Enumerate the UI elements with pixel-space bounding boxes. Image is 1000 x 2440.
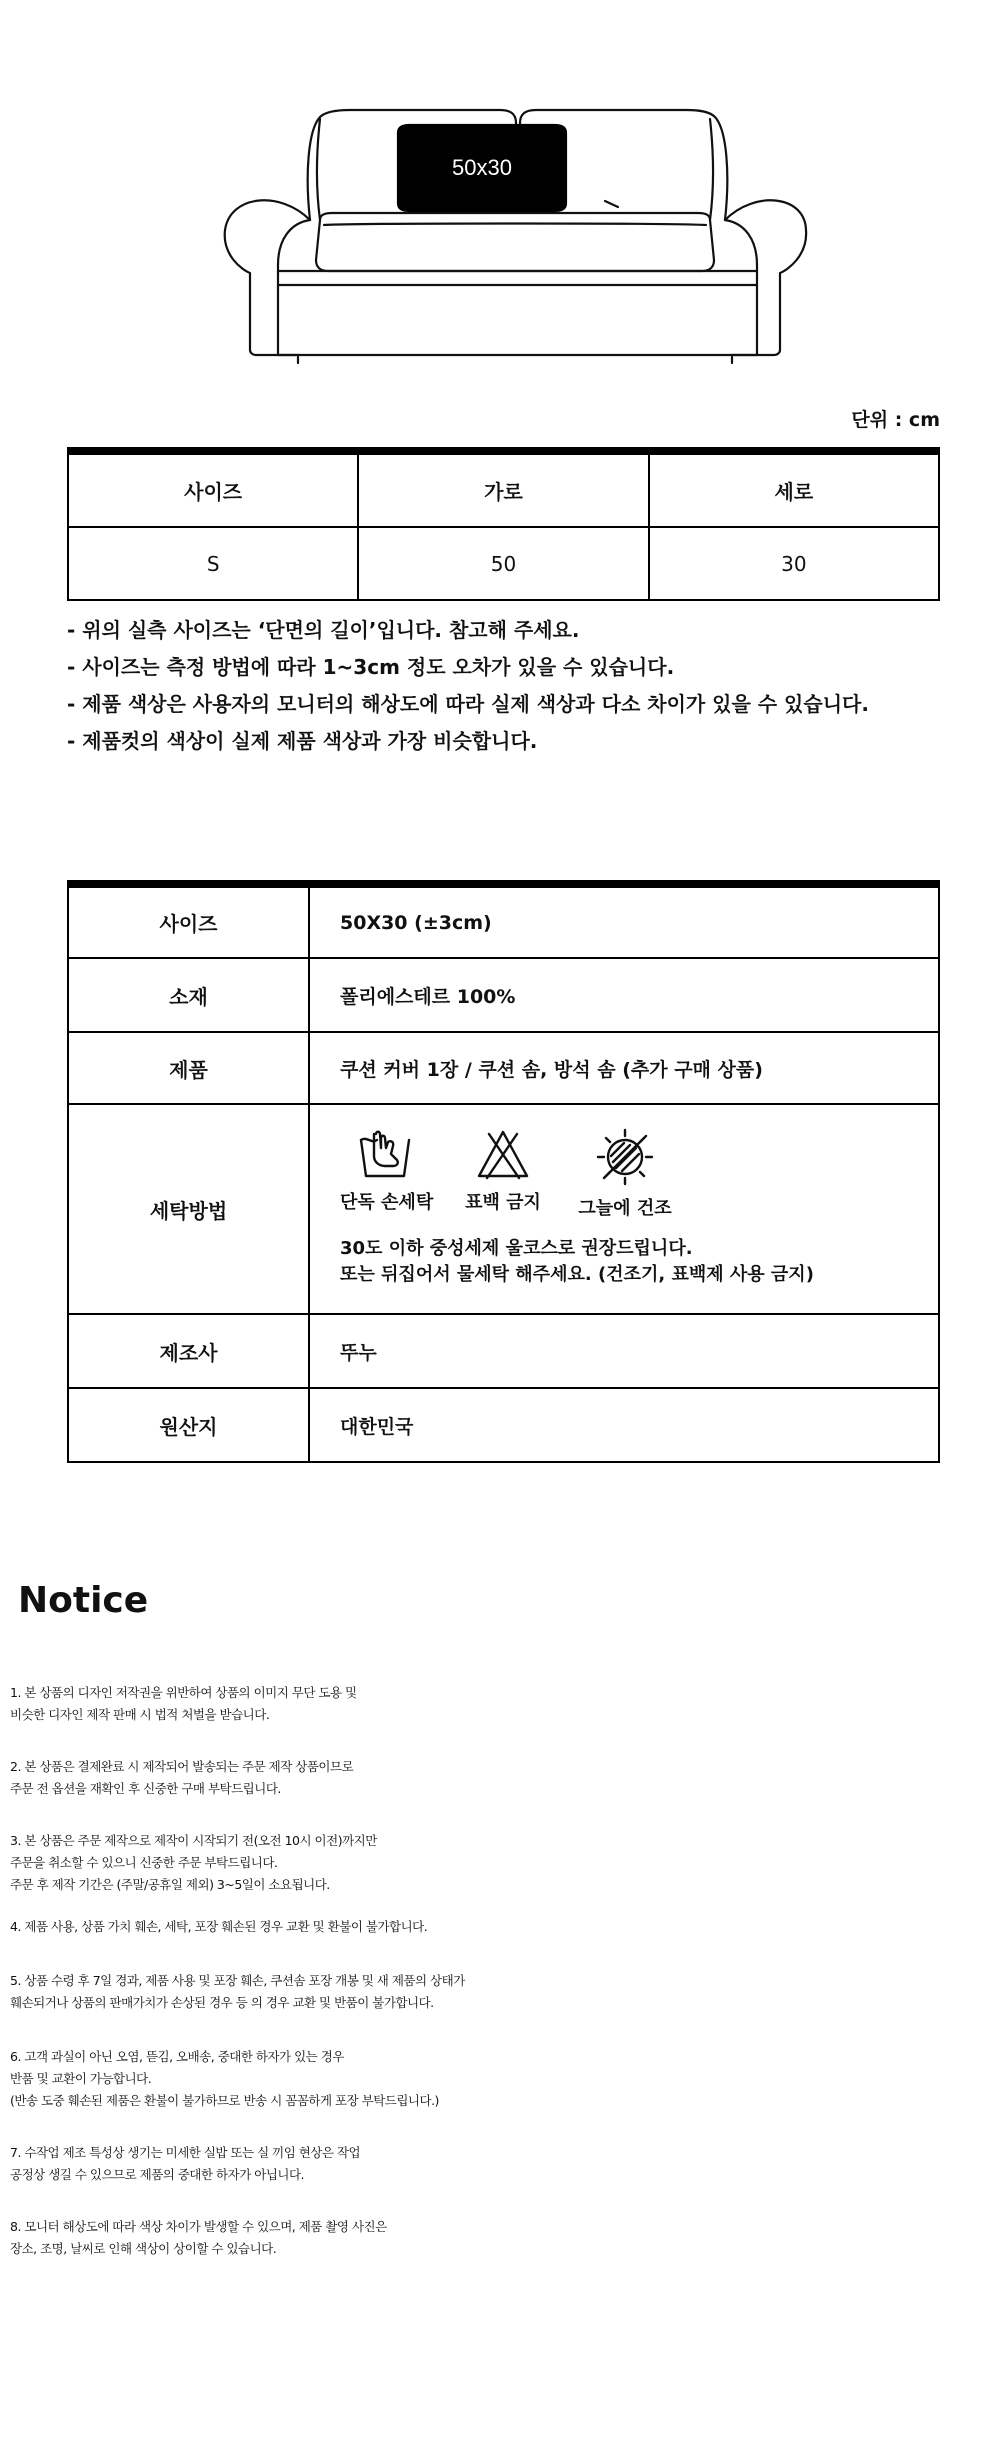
spec-value: 쿠션 커버 1장 / 쿠션 솜, 방석 솜 (추가 구매 상품): [309, 1032, 939, 1104]
spec-value: 뚜누: [309, 1314, 939, 1388]
header-size: 사이즈: [68, 451, 358, 527]
wash-label: 표백 금지: [465, 1192, 541, 1213]
wash-label: 그늘에 건조: [578, 1198, 672, 1219]
wash-item: [570, 1126, 680, 1220]
spec-row-product: [68, 1032, 939, 1104]
spec-value: 50X30 (±3cm): [309, 884, 939, 958]
size-notes: [67, 612, 967, 760]
spec-label: 제품: [68, 1032, 309, 1104]
spec-table: [67, 880, 940, 1463]
cell-size: S: [68, 527, 358, 600]
hand-wash-icon: [357, 1126, 413, 1182]
note-item: - 제품 색상은 사용자의 모니터의 해상도에 따라 실제 색상과 다소 차이가 있을 수 있습니다.: [67, 692, 869, 716]
notice-item: 3. 본 상품은 주문 제작으로 제작이 시작되기 전(오전 10시 이전)까지만 주문을 취소할 수 있으니 신중한 주문 부탁드립니다. 주문 후 제작 기간은 (주말/공휴일 제외) 3~5일이 소요됩니다.: [10, 1833, 377, 1892]
unit-label: 단위 : cm: [851, 409, 940, 431]
no-bleach-icon: [475, 1126, 531, 1182]
spec-value: 폴리에스테르 100%: [309, 958, 939, 1032]
notice-item: 5. 상품 수령 후 7일 경과, 제품 사용 및 포장 훼손, 쿠션솜 포장 개봉 및 새 제품의 상태가 훼손되거나 상품의 판매가치가 손상된 경우 등 의 경우 교환 및 반품이 불가합니다.: [10, 1973, 465, 2010]
wash-item: [458, 1126, 548, 1214]
cell-width: 50: [358, 527, 648, 600]
wash-label: 단독 손세탁: [340, 1192, 434, 1213]
spec-row-size: [68, 884, 939, 958]
washing-instructions: [340, 1106, 937, 1312]
notice-item: 7. 수작업 제조 특성상 생기는 미세한 실밥 또는 실 끼임 현상은 작업 공정상 생길 수 있으므로 제품의 중대한 하자가 아닙니다.: [10, 2145, 361, 2182]
note-item: - 위의 실측 사이즈는 ‘단면의 길이’입니다. 참고해 주세요.: [67, 618, 580, 642]
size-table: [67, 447, 940, 601]
notice-title: Notice: [18, 1580, 149, 1621]
spec-label: 세탁방법: [68, 1104, 309, 1314]
cell-height: 30: [649, 527, 939, 600]
size-table-row: [68, 527, 939, 600]
note-item: - 제품컷의 색상이 실제 제품 색상과 가장 비슷합니다.: [67, 729, 538, 753]
notice-item: 1. 본 상품의 디자인 저작권을 위반하여 상품의 이미지 무단 도용 및 비슷한 디자인 제작 판매 시 법적 처벌을 받습니다.: [10, 1685, 357, 1722]
wash-item: [340, 1126, 434, 1214]
note-item: - 사이즈는 측정 방법에 따라 1~3cm 정도 오차가 있을 수 있습니다.: [67, 655, 675, 679]
notice-item: 6. 고객 과실이 아닌 오염, 뜯김, 오배송, 중대한 하자가 있는 경우 반품 및 교환이 가능합니다. (반송 도중 훼손된 제품은 환불이 불가하므로 반송 시 꼼꼼하게 포장 부탁드립니다.): [10, 2049, 439, 2108]
header-height: 세로: [649, 451, 939, 527]
spec-row-origin: [68, 1388, 939, 1462]
header-width: 가로: [358, 451, 648, 527]
cushion-size-label: 50x30: [452, 155, 512, 180]
spec-row-washing: [68, 1104, 939, 1314]
spec-value: 대한민국: [309, 1388, 939, 1462]
spec-label: 소재: [68, 958, 309, 1032]
spec-label: 사이즈: [68, 884, 309, 958]
wash-line: 30도 이하 중성세제 울코스로 권장드립니다.: [340, 1238, 693, 1259]
wash-instructions-text: [340, 1236, 814, 1288]
notice-item: 8. 모니터 해상도에 따라 색상 차이가 발생할 수 있으며, 제품 촬영 사진은 장소, 조명, 날씨로 인해 색상이 상이할 수 있습니다.: [10, 2219, 387, 2256]
spec-row-maker: [68, 1314, 939, 1388]
sofa-illustration: [220, 95, 810, 365]
notice-list: [10, 1682, 610, 2260]
wash-line: 또는 뒤집어서 물세탁 해주세요. (건조기, 표백제 사용 금지): [340, 1264, 814, 1285]
notice-item: 4. 제품 사용, 상품 가치 훼손, 세탁, 포장 훼손된 경우 교환 및 환불이 불가합니다.: [10, 1919, 428, 1934]
spec-label: 제조사: [68, 1314, 309, 1388]
shade-dry-icon: [594, 1126, 656, 1188]
notice-item: 2. 본 상품은 결제완료 시 제작되어 발송되는 주문 제작 상품이므로 주문 전 옵션을 재확인 후 신중한 구매 부탁드립니다.: [10, 1759, 354, 1796]
spec-label: 원산지: [68, 1388, 309, 1462]
size-table-header: [68, 451, 939, 527]
spec-row-material: [68, 958, 939, 1032]
